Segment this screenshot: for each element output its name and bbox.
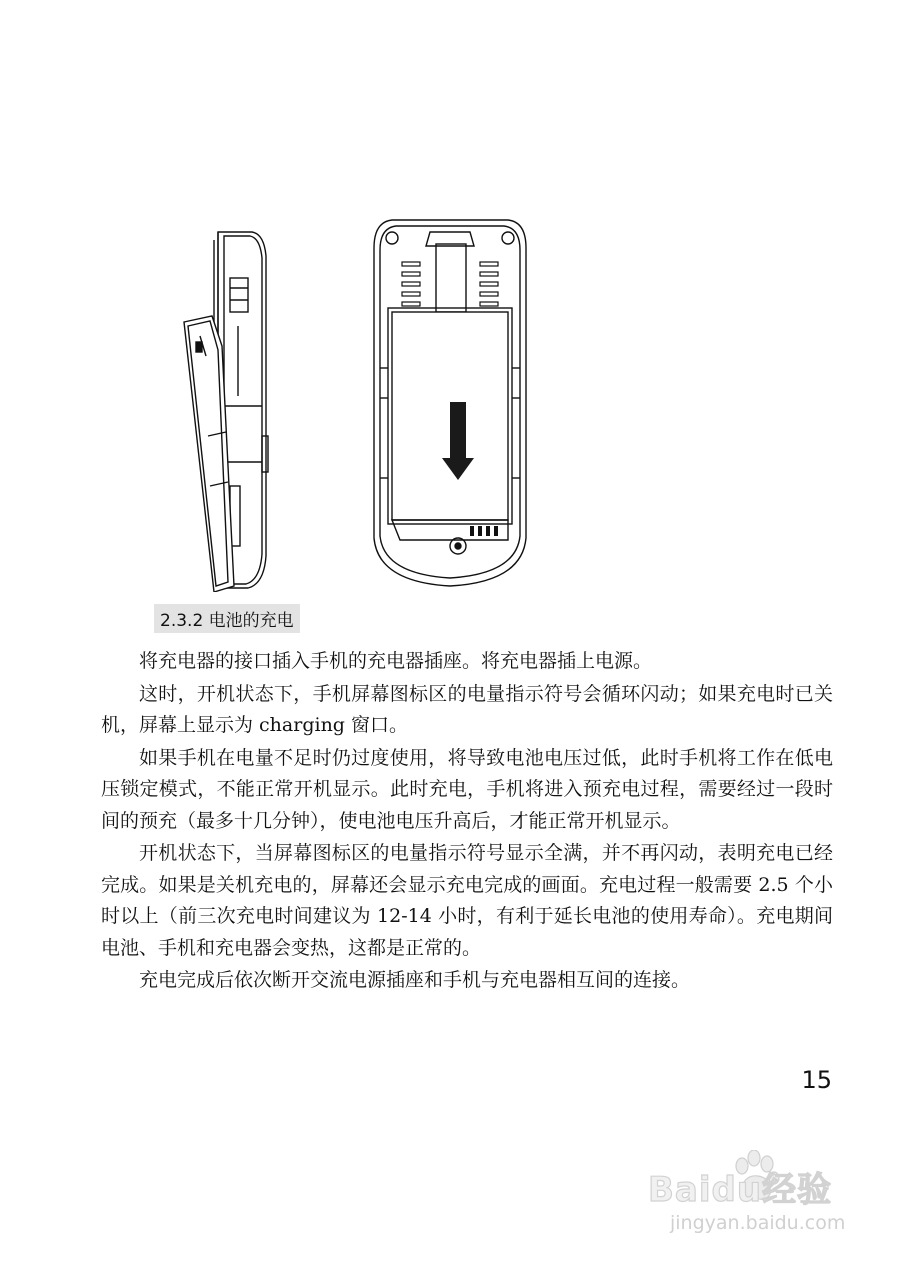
watermark-brand: Baidu经验 [648,1170,833,1210]
section-heading: 2.3.2 电池的充电 [154,604,300,633]
paragraph: 开机状态下，当屏幕图标区的电量指示符号显示全满，并不再闪动，表明充电已经完成。如果是关机充电的，屏幕还会显示充电完成的画面。充电过程一般需要 2.5 个小时以上（前三次充电时间建议为 12-14 小时，有利于延长电池的使用寿命）。充电期间电池、手机和充电器会变热，这都是正常的。 [101,842,833,959]
paragraph: 如果手机在电量不足时仍过度使用，将导致电池电压过低，此时手机将工作在低电压锁定模式，不能正常开机显示。此时充电，手机将进入预充电过程，需要经过一段时间的预充（最多十几分钟），使电池电压升高后，才能正常开机显示。 [101,746,833,832]
phone-back-battery-illustration [372,218,528,588]
paragraph: 充电完成后依次断开交流电源插座和手机与充电器相互间的连接。 [139,969,691,991]
paragraph: 这时，开机状态下，手机屏幕图标区的电量指示符号会循环闪动；如果充电时已关机，屏幕上显示为 charging 窗口。 [101,682,833,736]
baidu-watermark [640,1150,880,1250]
watermark-url: jingyan.baidu.com [670,1212,846,1234]
paragraph: 将充电器的接口插入手机的充电器插座。将充电器插上电源。 [139,650,653,672]
phone-side-view-illustration [178,226,280,592]
body-text [101,646,833,998]
page-number: 15 [801,1066,832,1094]
